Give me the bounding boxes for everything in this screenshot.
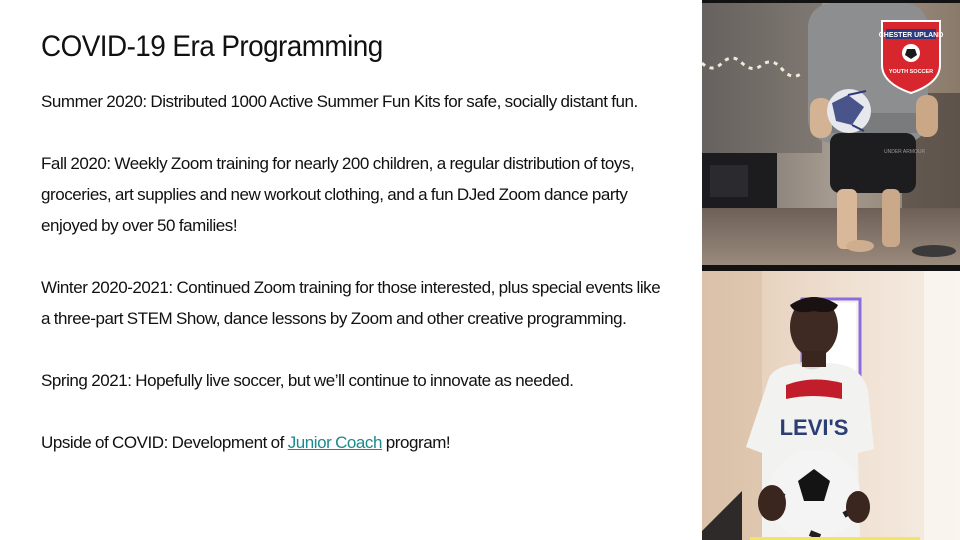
coach-juggling-photo [702, 3, 960, 265]
upside-suffix: program! [381, 433, 451, 452]
zoom-video-tile-bottom [702, 271, 960, 540]
youth-player-photo [702, 271, 960, 540]
slide-body [41, 86, 671, 458]
zoom-video-tile-top [702, 3, 960, 265]
fall-paragraph: Fall 2020: Weekly Zoom training for nearly 200 children, a regular distribution of toys, groceries, art supplies and new workout clothing, and a fun DJed Zoom dance party enjoyed by over 50 families! [41, 154, 635, 235]
shorts-logo: UNDER ARMOUR [884, 149, 926, 155]
winter-paragraph: Winter 2020-2021: Continued Zoom training for those interested, plus special events like a three-part STEM Show, dance lessons by Zoom and other creative programming. [41, 278, 661, 328]
spring-paragraph: Spring 2021: Hopefully live soccer, but we’ll continue to innovate as needed. [41, 371, 574, 390]
slide-title: COVID-19 Era Programming [41, 30, 383, 63]
upside-paragraph [41, 427, 671, 458]
club-logo-line2: YOUTH SOCCER [888, 69, 934, 75]
summer-paragraph: Summer 2020: Distributed 1000 Active Summer Fun Kits for safe, socially distant fun. [41, 92, 638, 111]
shirt-logo-text: LEVI'S [779, 415, 849, 440]
junior-coach-link[interactable]: Junior Coach [287, 433, 382, 452]
photo-panel [702, 0, 960, 540]
club-logo-line1: CHESTER UPLAND [878, 32, 944, 39]
upside-prefix: Upside of COVID: Development of [41, 433, 288, 452]
